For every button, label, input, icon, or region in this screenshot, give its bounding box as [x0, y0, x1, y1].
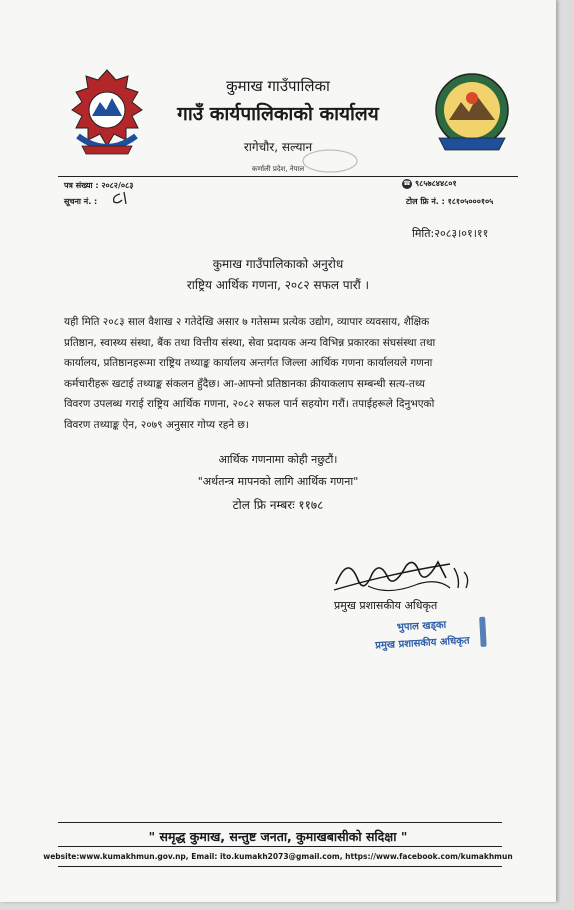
body-paragraph — [64, 312, 512, 435]
handwritten-number-mark — [110, 190, 132, 206]
footer-divider-bottom — [58, 866, 502, 867]
faint-stamp-mark — [300, 148, 360, 174]
closing-tollfree: टोल फ्रि नम्बरः ११७८ — [232, 498, 324, 512]
footer-contact-links: website:www.kumakhmun.gov.np, Email: ito.kumakh2073@gmail.com, https://www.facebook.com/kumakhmun — [43, 852, 513, 861]
municipality-name: कुमाख गाउँपालिका — [226, 77, 330, 95]
subject-line-2: राष्ट्रिय आर्थिक गणना, २०८२ सफल पारौं । — [186, 278, 370, 292]
phone-number: ९८५७८४४८०१ — [415, 179, 457, 188]
signatory-designation: प्रमुख प्रशासकीय अधिकृत — [334, 599, 438, 612]
toll-free-number: टोल फ्रि नं. : १८१०५०००१०५ — [406, 197, 494, 206]
subject-line-1: कुमाख गाउँपालिकाको अनुरोध — [212, 257, 344, 271]
body-line: विवरण तथ्याङ्क ऐन, २०७९ अनुसार गोप्य रहने छ। — [64, 418, 249, 431]
handwritten-signature — [328, 544, 478, 604]
body-line: प्रतिष्ठान, स्वास्थ्य संस्था, बैंक तथा वित्तीय संस्था, सेवा प्रदायक अन्य विभिन्न प्रकारका संघसंस्था तथा — [64, 336, 436, 349]
officer-stamp — [361, 615, 483, 655]
stamp-officer-title: प्रमुख प्रशासकीय अधिकृत — [374, 635, 470, 652]
body-line: कर्मचारीहरू खटाई तथ्याङ्क संकलन हुँदैछ। आ-आफ्नो प्रतिष्ठानका क्रीयाकलाप सम्बन्धी सत्य-तथ्य — [64, 377, 425, 390]
closing-slogan: "अर्थतन्त्र मापनको लागि आर्थिक गणना" — [197, 475, 359, 488]
office-name: गाउँ कार्यपालिकाको कार्यालय — [177, 103, 379, 125]
body-line: विवरण उपलब्ध गराई राष्ट्रिय आर्थिक गणना, २०८२ सफल पार्न सहयोग गरौं। तपाईहरूले दिनुभएको — [64, 398, 435, 410]
body-line: कार्यालय, प्रतिष्ठानहरूमा राष्ट्रिय तथ्याङ्क कार्यालय अन्तर्गत जिल्ला आर्थिक गणना कार्यालयले गणना — [64, 357, 433, 369]
reference-number: पत्र संख्या : २०८२/०८३ — [64, 181, 134, 190]
phone-contact — [402, 178, 457, 189]
body-line: यही मिति २०८३ साल वैशाख २ गतेदेखि असार ७ गतेसम्म प्रत्येक उद्योग, व्यापार व्यवसाय, शैक्षिक — [64, 316, 430, 328]
footer-divider-middle — [58, 846, 502, 847]
letter-date: मिति:२०८३।०१।११ — [412, 227, 489, 240]
stamp-officer-name: भुपाल खड्का — [396, 619, 447, 634]
province-line: कर्णाली प्रदेश, नेपाल — [251, 165, 305, 173]
phone-icon: ☎ — [403, 180, 411, 187]
header-divider — [58, 176, 518, 177]
footer-divider-top — [58, 822, 502, 823]
notice-number-label: सूचना नं. : — [64, 197, 98, 206]
office-location: रागेचौर, सल्यान — [243, 140, 313, 154]
footer-motto: " समृद्ध कुमाख, सन्तुष्ट जनता, कुमाखबासीको सदिक्षा " — [148, 829, 408, 844]
closing-line-1: आर्थिक गणनामा कोही नछुटौं। — [218, 453, 338, 466]
stamp-ink-bar — [479, 617, 487, 647]
